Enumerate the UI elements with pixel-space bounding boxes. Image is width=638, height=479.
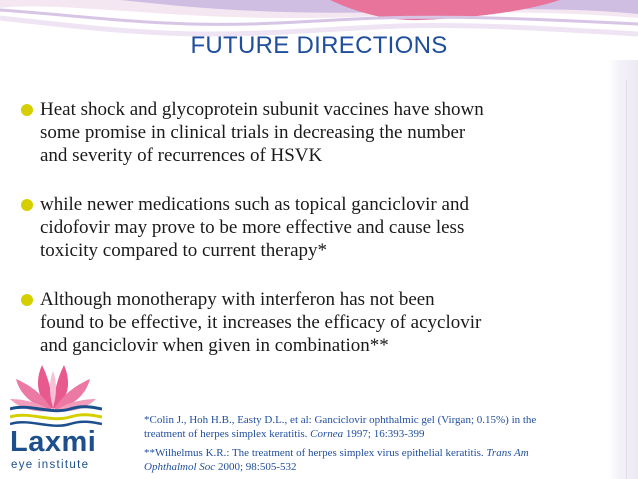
right-decor-panel bbox=[608, 60, 638, 479]
bullet-dot-icon bbox=[21, 294, 33, 306]
reference-item: *Colin J., Hoh H.B., Easty D.L., et al: Ganciclovir ophthalmic gel (Virgan; 0.15%) in the treatment of herpes simplex keratitis. Cornea 1997; 16:393-399 bbox=[144, 414, 537, 440]
bullet-item bbox=[20, 288, 600, 357]
bullet-dot-icon bbox=[21, 104, 33, 116]
bullet-text: Heat shock and glycoprotein subunit vaccines have shown some promise in clinical trials in decreasing the number and severity of recurrences of HSVK bbox=[40, 99, 484, 166]
bullet-list bbox=[20, 98, 600, 383]
bullet-dot-icon bbox=[21, 199, 33, 211]
references bbox=[144, 413, 604, 479]
water-waves-icon bbox=[10, 403, 102, 427]
bullet-text: while newer medications such as topical ganciclovir and cidofovir may prove to be more effective and cause less toxicity compared to current therapy* bbox=[40, 194, 469, 261]
logo-tagline: eye institute bbox=[11, 459, 90, 471]
bullet-item bbox=[20, 193, 600, 262]
bullet-text: Although monotherapy with interferon has not been found to be effective, it increases the efficacy of acyclovir and ganciclovir when given in combination** bbox=[40, 289, 482, 356]
logo-name: Laxmi bbox=[10, 426, 97, 458]
bullet-item bbox=[20, 98, 600, 167]
right-decor-line bbox=[626, 80, 627, 479]
laxmi-logo bbox=[0, 355, 122, 479]
slide-title: FUTURE DIRECTIONS bbox=[190, 32, 448, 59]
reference-item: **Wilhelmus K.R.: The treatment of herpes simplex virus epithelial keratitis. Trans Am Ophthalmol Soc 2000; 98:505-532 bbox=[144, 447, 529, 473]
